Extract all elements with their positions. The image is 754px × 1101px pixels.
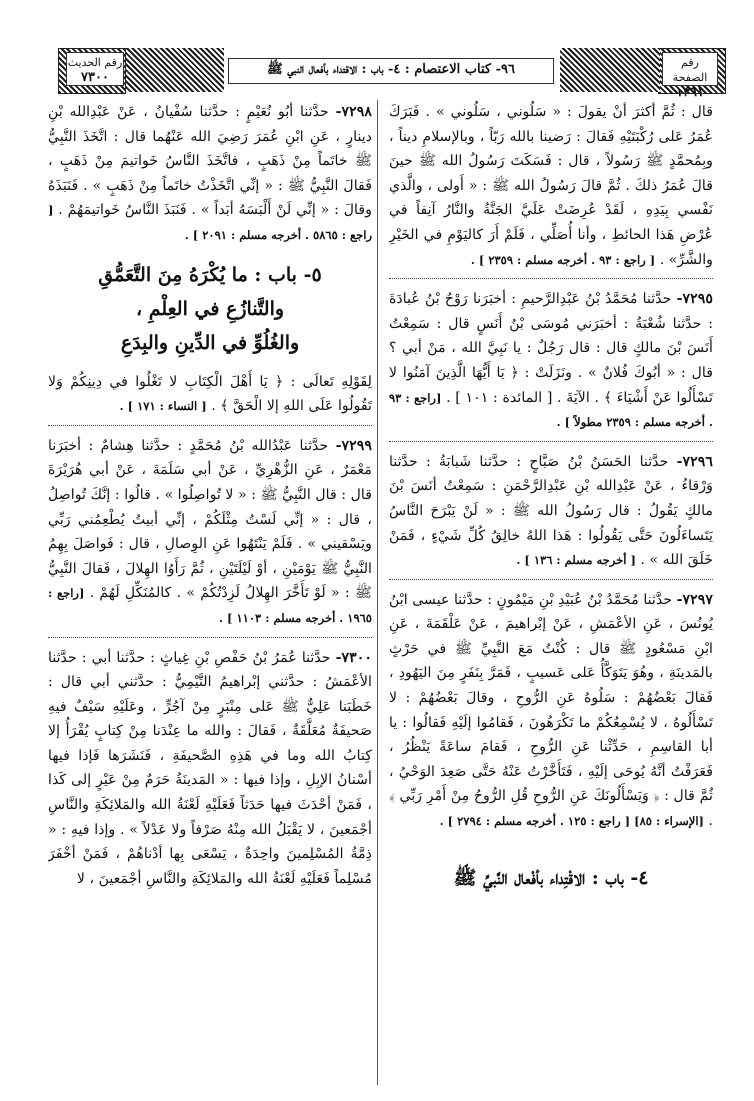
separator bbox=[48, 425, 372, 426]
separator bbox=[389, 441, 713, 442]
chapter-heading-4: ٤- باب : الاقْتِداء بأفْعال النَّبيِّ ﷺ bbox=[453, 866, 649, 889]
paragraph bbox=[389, 100, 713, 272]
hadith-reference: [ راجع : ٩٣ . أخرجه مسلم : ٢٣٥٩ ] . bbox=[470, 252, 656, 267]
hadith-text: حدَّثنا عُمَرُ بْنُ حَفْصِ بْنِ غِياثٍ : حدَّثنا أبي : حدَّثنا الأعْمَشُ : حدَّثني إبْراهيمُ التَّيْمِيُّ : حدَّثني أبي قال : خَطَبَنا عَلِيٌّ ﷺ عَلى مِنْبَرٍ مِنْ آجُرٍّ ، وعَلَيْهِ سَيْفٌ فيهِ صَحيفَةٌ مُعَلَّقَةٌ ، فَقالَ : والله ما عِنْدَنا مِنْ كِتابٍ يُقْرَأُ إلا كِتابُ الله وما في هَذِهِ الصَّحيفَةِ ، فَنَشَرَها فَإذا فيها أسْنانُ الإبِلِ ، وإذا فيها : « المَدينَةُ حَرَمٌ مِنْ عَيْرٍ إلى كَذا ، فَمَنْ أحْدَثَ فيها حَدَثاً فَعَلَيْهِ لَعْنَةُ الله والمَلائِكَةِ والنَّاسِ أجْمَعينَ ، لا يَقْبَلُ الله مِنْهُ صَرْفاً ولا عَدْلاً » . وإذا فيهِ : « ذِمَّةُ المُسْلِمينَ واحِدَةٌ ، يَسْعَى بِها أدْناهُمْ ، فَمَنْ أخْفَرَ مُسْلِماً فَعَلَيْهِ لَعْنَةُ الله والمَلائِكَةِ والنَّاسِ أجْمَعينَ ، لا bbox=[48, 649, 372, 887]
chapter-heading-line: ٥- باب : ما يُكْرَهُ مِنَ التَّعَمُّقِ bbox=[98, 263, 322, 286]
separator bbox=[389, 579, 713, 580]
chapter-heading-5 bbox=[48, 258, 372, 360]
hadith-number-box bbox=[66, 52, 124, 86]
running-title: ٩٦- كتاب الاعتصام : ٤- باب : الاقتداء بأفعال النبي ﷺ bbox=[228, 58, 554, 84]
hadith-7299 bbox=[48, 434, 372, 631]
hadith-text: حدَّثنا عَبْدُالله بْنُ مُحَمَّدٍ : حدَّثنا هِشامٌ : أخبَرَنا مَعْمَرٌ ، عَنِ الزُّهْرِيِّ ، عَنْ أبي سَلَمَةَ ، عَنْ أبي هُرَيْرَةَ قال : قال النَّبِيُّ ﷺ : « لا تُواصِلُوا » . قالُوا : إنَّكَ تُواصِلُ ، قال : « إنِّي لَسْتُ مِثْلَكُمْ ، إنِّي أبيتُ يُطْعِمُني رَبِّي ويَسْقيني » . فَلَمْ يَنْتَهُوا عَنِ الوِصالِ ، قال : فَواصَلَ بِهِمُ النَّبِيُّ ﷺ يَوْمَيْنِ ، أوْ لَيْلَتَيْنِ ، ثُمَّ رَأَوُا الهِلالَ ، فَقالَ النَّبِيُّ ﷺ : « لَوْ تَأَخَّرَ الهِلالُ لَزِدْتُكُمْ » . كالمُنَكِّلِ لَهُمْ . bbox=[48, 437, 372, 602]
quran-verse bbox=[48, 370, 372, 419]
hadith-7298 bbox=[48, 100, 372, 248]
right-column bbox=[389, 100, 713, 1085]
hadith-7297 bbox=[389, 588, 713, 834]
separator bbox=[48, 637, 372, 638]
quran-text: لِقَوْلِهِ تَعالَى : ﴿ يَا أَهْلَ الْكِتَابِ لا تَغْلُوا في دِينِكُمْ وَلا تَقُولُوا عَلَى اللهِ إلا الْحَقَّ ﴾ . bbox=[48, 373, 372, 415]
hadith-number: ٧٢٩٨- bbox=[335, 104, 372, 120]
header-hatch-band-left bbox=[124, 48, 224, 92]
page-header bbox=[58, 48, 726, 100]
page-number-label: رقم الصفحة bbox=[672, 56, 708, 84]
hadith-7296 bbox=[389, 450, 713, 573]
hadith-reference: [راجع : ١٩٦٥ . أخرجه مسلم : ١١٠٣ ] . bbox=[48, 586, 372, 625]
hadith-number: ٧٢٩٦- bbox=[676, 453, 713, 470]
hadith-number: ٧٣٠٠ bbox=[81, 70, 109, 85]
page-number-box bbox=[662, 52, 718, 100]
hadith-number: ٧٢٩٩- bbox=[335, 437, 372, 454]
hadith-reference: [ أخرجه مسلم : ١٣٦ ] . bbox=[516, 553, 636, 568]
left-column bbox=[48, 100, 372, 1085]
hadith-7295 bbox=[389, 287, 713, 435]
chapter-heading-line: والغُلُوِّ في الدِّينِ والبِدَعِ bbox=[120, 331, 300, 354]
hadith-text: حدَّثنا الحَسَنُ بْنُ صَبَّاحٍ : حدَّثنا شَبابَةُ : حدَّثنا وَرْقاءُ ، عَنْ عَبْدِالله بْنِ عَبْدِالرَّحْمَنِ : سَمِعْتُ أنَسَ بْنَ مالكٍ يَقُولُ : قال رَسُولُ الله ﷺ : « لَنْ يَبْرَحَ النَّاسُ يَتَساءَلُونَ حَتَّى يَقُولُوا : هَذا اللهُ خالِقُ كُلِّ شَيْءٍ ، فَمَنْ خَلَقَ الله » . bbox=[389, 453, 713, 569]
hadith-text: حدَّثنا مُحَمَّدُ بْنُ عَبْدِالرَّحيمِ : أخبَرَنا رَوْحُ بْنُ عُبادَةَ : حدَّثنا شُعْبَةُ : أخبَرَني مُوسَى بْنُ أَنَسٍ قال : سَمِعْتُ أَنَسَ بْنَ مالكٍ قال : قال رَجُلٌ : يا نَبِيَّ الله ، مَنْ أبي ؟ قال : « أبُوكَ فُلانٌ » . ونَزَلَتْ : ﴿ يَا أَيُّهَا الَّذِينَ آمَنُوا لا تَسْأَلُوا عَنْ أَشْيَاءَ ﴾ . الآيَةَ . [ المائدة : ١٠١ ] . bbox=[389, 291, 713, 406]
hadith-text: حدَّثنا مُحَمَّدُ بْنُ عُبَيْدِ بْنِ مَيْمُونٍ : حدَّثنا عيسى ابْنُ يُونُسَ ، عَنِ الأعْمَشِ ، عَنْ إبْراهيمَ ، عَنْ عَلْقَمَةَ ، عَنِ ابْنِ مَسْعُودٍ ﷺ قال : كُنْتُ مَعَ النَّبِيِّ ﷺ في حَرْثٍ بالمَدينَةِ ، وهُوَ يَتَوَكَّأُ عَلى عَسيبٍ ، فَمَرَّ بِنَفَرٍ مِنَ اليَهُودِ ، فَقالَ بَعْضُهُمْ : سَلُوهُ عَنِ الرُّوحِ ، وقالَ بَعْضُهُمْ : لا تَسْأَلُوهُ ، لا يُسْمِعُكُمْ ما تَكْرَهُونَ ، فَقامُوا إلَيْهِ فَقالُوا : يا أبا القاسِمِ ، حَدِّثْنا عَنِ الرُّوحِ ، فَقامَ ساعَةً يَنْظُرُ ، فَعَرَفْتُ أنَّهُ يُوحَى إلَيْهِ ، فَتَأَخَّرْتُ عَنْهُ حَتَّى صَعِدَ الوَحْيُ ، ثُمَّ قال : ﴿ وَيَسْأَلُونَكَ عَنِ الرُّوحِ قُلِ الرُّوحُ مِنْ أَمْرِ رَبِّي ﴾ . bbox=[389, 591, 713, 830]
hadith-7300 bbox=[48, 646, 372, 892]
quran-reference: [ النساء : ١٧١ ] . bbox=[119, 399, 207, 414]
separator bbox=[389, 278, 713, 279]
hadith-text: حدَّثنا أبُو نُعَيْمٍ : حدَّثنا سُفْيانُ ، عَنْ عَبْدِالله بْنِ دينارٍ ، عَنِ ابْنِ عُمَرَ رَضِيَ الله عَنْهُما قال : اتَّخَذَ النَّبِيُّ ﷺ خاتَماً مِنْ ذَهَبٍ ، فاتَّخَذَ النَّاسُ خَواتيمَ مِنْ ذَهَبٍ ، فَقالَ النَّبِيُّ ﷺ : « إنِّي اتَّخَذْتُ خاتَماً مِنْ ذَهَبٍ » . فَنَبَذَهُ وقالَ : « إنِّي لَنْ أَلْبَسَهُ أبَداً » . فَنَبَذَ النَّاسُ خَواتيمَهُمْ . bbox=[48, 104, 372, 219]
hadith-reference: [راجع : ٩٣ . أخرجه مسلم : ٢٣٥٩ مطولاً ] . bbox=[389, 390, 713, 430]
hadith-text: قال : ثُمَّ أكثرَ أنْ يقولَ : « سَلُوني ، سَلُوني » . فَبَرَكَ عُمَرُ عَلى رُكْبَتَيْهِ فَقالَ : رَضينا بالله رَبّاً ، وبالإسلامِ ديناً ، وبِمُحمَّدٍ ﷺ رَسُولاً ، قال : فَسَكَتَ رَسُولُ الله ﷺ حينَ قالَ عُمَرُ ذلكَ . ثُمَّ قالَ رَسُولُ الله ﷺ : « أَولى ، والَّذي نَفْسي بِيَدِهِ ، لَقَدْ عُرِضَتْ عَلَيَّ الجَنَّةُ والنَّارُ آنِفاً في عُرْضِ هَذا الحائطِ ، وأنا أُصَلِّي ، فَلَمْ أَرَ كاليَوْمِ في الخَيْرِ والشَّرِّ» . bbox=[389, 104, 713, 268]
hadith-number-label: رقم الحديث bbox=[67, 56, 123, 69]
chapter-heading-line: والتَّنازُعِ في العِلْمِ ، bbox=[135, 297, 285, 320]
header-hatch-band-right bbox=[560, 48, 660, 92]
page-number: ١٣٩١ bbox=[676, 85, 704, 100]
hadith-number: ٧٣٠٠- bbox=[335, 649, 372, 666]
hadith-number: ٧٢٩٥- bbox=[676, 291, 713, 308]
hadith-number: ٧٢٩٧- bbox=[676, 591, 713, 608]
hadith-reference: [ راجع : ٥٨٦٥ . أخرجه مسلم : ٢٠٩١ ] . bbox=[48, 203, 372, 242]
column-divider bbox=[377, 100, 378, 1085]
hadith-reference: [الإسراء : ٨٥] [ راجع : ١٢٥ . أخرجه مسلم : ٢٧٩٤ ] . bbox=[439, 814, 704, 829]
